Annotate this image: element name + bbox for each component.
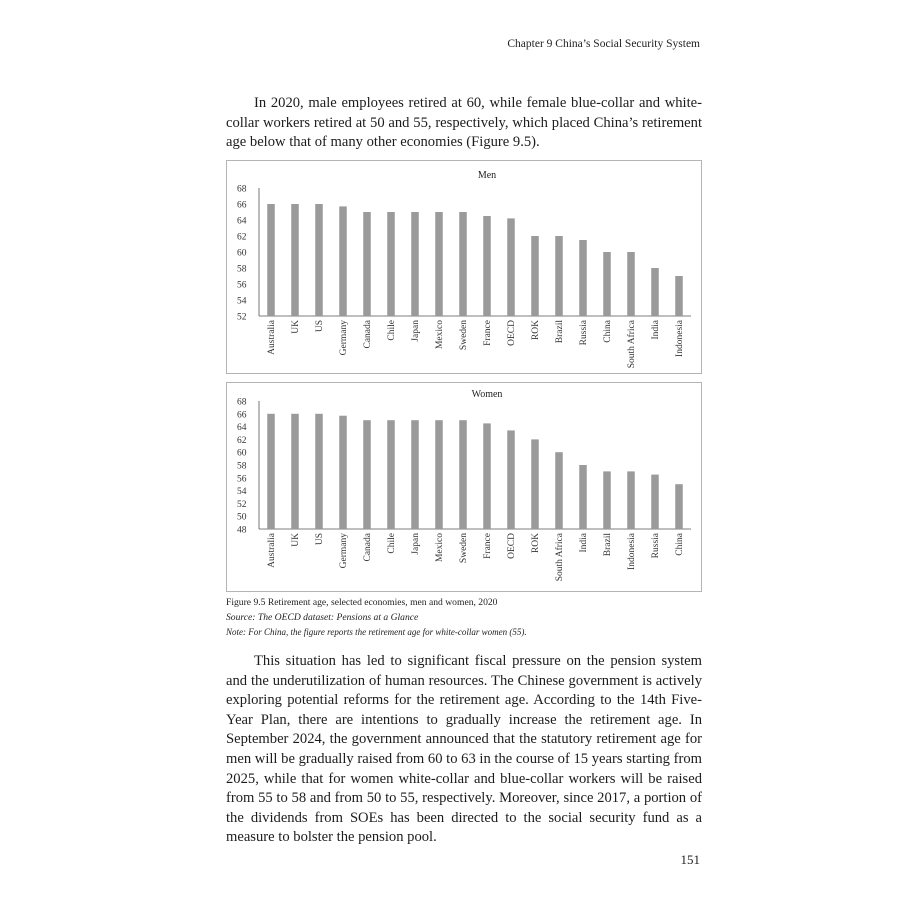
y-tick-label: 66 xyxy=(237,410,247,421)
bar-australia xyxy=(267,414,275,529)
bar-china xyxy=(603,252,611,316)
bar-sweden xyxy=(459,420,467,529)
category-label: Germany xyxy=(339,320,349,356)
category-label: Chile xyxy=(387,320,397,341)
y-tick-label: 58 xyxy=(237,264,247,275)
bar-oecd xyxy=(507,430,515,529)
category-label: Indonesia xyxy=(627,533,637,570)
bar-rok xyxy=(531,439,539,529)
category-label: China xyxy=(675,533,685,556)
bar-rok xyxy=(531,236,539,316)
category-label: Canada xyxy=(363,320,373,349)
y-tick-label: 62 xyxy=(237,435,247,446)
running-head: Chapter 9 China’s Social Security System xyxy=(507,38,700,50)
y-tick-label: 52 xyxy=(237,499,247,510)
y-tick-label: 60 xyxy=(237,248,247,259)
bar-canada xyxy=(363,212,371,316)
chart-men xyxy=(227,161,701,373)
category-label: ROK xyxy=(531,320,541,341)
bar-france xyxy=(483,216,491,316)
y-tick-label: 50 xyxy=(237,512,247,523)
category-label: France xyxy=(483,320,493,346)
y-tick-label: 60 xyxy=(237,448,247,459)
category-label: Australia xyxy=(267,533,277,568)
bar-chile xyxy=(387,420,395,529)
category-label: US xyxy=(315,320,325,333)
category-label: India xyxy=(579,533,589,553)
bar-brazil xyxy=(603,471,611,529)
body-paragraph-1: In 2020, male employees retired at 60, while female blue-collar and white-collar workers retired at 50 and 55, respectively, which placed China’s retirement age below that of many other economies (Figure 9.5). xyxy=(226,95,702,151)
category-label: South Africa xyxy=(555,533,565,582)
bar-india xyxy=(651,268,659,316)
figure-caption: Figure 9.5 Retirement age, selected economies, men and women, 2020 xyxy=(226,597,498,608)
category-label: Mexico xyxy=(435,320,445,350)
bar-japan xyxy=(411,212,419,316)
figure-source: Source: The OECD dataset: Pensions at a Glance xyxy=(226,612,419,623)
category-label: Sweden xyxy=(459,320,469,351)
category-label: OECD xyxy=(507,533,517,559)
y-tick-label: 64 xyxy=(237,216,247,227)
bar-japan xyxy=(411,420,419,529)
bar-canada xyxy=(363,420,371,529)
bar-uk xyxy=(291,204,299,316)
y-tick-label: 56 xyxy=(237,280,247,291)
bar-chile xyxy=(387,212,395,316)
category-label: France xyxy=(483,533,493,559)
y-tick-label: 54 xyxy=(237,296,247,307)
figure-note: Note: For China, the figure reports the retirement age for white-collar women (55). xyxy=(226,627,527,637)
bar-germany xyxy=(339,206,347,316)
page-number: 151 xyxy=(680,852,700,867)
bar-russia xyxy=(651,475,659,529)
category-label: China xyxy=(603,320,613,343)
category-label: Germany xyxy=(339,533,349,569)
chart-women xyxy=(227,383,701,591)
category-label: Sweden xyxy=(459,533,469,564)
bar-oecd xyxy=(507,218,515,316)
category-label: Canada xyxy=(363,533,373,562)
category-label: Japan xyxy=(411,533,421,555)
y-tick-label: 54 xyxy=(237,487,247,498)
y-tick-label: 68 xyxy=(237,397,247,408)
chart-women-panel xyxy=(226,382,702,592)
bar-sweden xyxy=(459,212,467,316)
category-label: Brazil xyxy=(555,320,565,344)
y-tick-label: 66 xyxy=(237,200,247,211)
y-tick-label: 56 xyxy=(237,474,247,485)
chart-title: Men xyxy=(477,170,497,181)
bar-china xyxy=(675,484,683,529)
category-label: Brazil xyxy=(603,533,613,557)
category-label: Japan xyxy=(411,320,421,342)
category-label: UK xyxy=(291,533,301,547)
category-label: Australia xyxy=(267,320,277,355)
bar-indonesia xyxy=(627,471,635,529)
body-paragraph-2: This situation has led to significant fiscal pressure on the pension system and the underutilization of human resources. The Chinese government is actively exploring potential reforms for the retirement age. According to the 14th Five-Year Plan, there are intentions to gradually increase the retirement age. In September 2024, the government announced that the statutory retirement age for men will be gradually raised from 60 to 63 in the course of 15 years starting from 2025, while that for women white-collar and blue-collar workers will be raised from 55 to 58 and from 50 to 55, respectively. Moreover, since 2017, a portion of the dividends from SOEs has been directed to the social security fund as a measure to bolster the pension pool. xyxy=(226,653,702,846)
category-label: Mexico xyxy=(435,533,445,563)
category-label: UK xyxy=(291,320,301,334)
bar-india xyxy=(579,465,587,529)
category-label: India xyxy=(651,320,661,340)
y-tick-label: 64 xyxy=(237,423,247,434)
category-label: Russia xyxy=(651,533,661,559)
bar-germany xyxy=(339,416,347,529)
bar-us xyxy=(315,204,323,316)
category-label: Chile xyxy=(387,533,397,554)
bar-australia xyxy=(267,204,275,316)
y-tick-label: 48 xyxy=(237,525,247,536)
bar-south-africa xyxy=(555,452,563,529)
category-label: ROK xyxy=(531,533,541,554)
bar-france xyxy=(483,423,491,529)
bar-mexico xyxy=(435,212,443,316)
category-label: Indonesia xyxy=(675,320,685,357)
y-tick-label: 62 xyxy=(237,232,247,243)
category-label: OECD xyxy=(507,320,517,346)
category-label: South Africa xyxy=(627,320,637,369)
bar-us xyxy=(315,414,323,529)
chart-title: Women xyxy=(471,389,503,400)
y-tick-label: 68 xyxy=(237,184,247,195)
bar-indonesia xyxy=(675,276,683,316)
bar-russia xyxy=(579,240,587,316)
y-tick-label: 52 xyxy=(237,312,247,323)
bar-uk xyxy=(291,414,299,529)
bar-south-africa xyxy=(627,252,635,316)
chart-men-panel xyxy=(226,160,702,374)
bar-mexico xyxy=(435,420,443,529)
bar-brazil xyxy=(555,236,563,316)
y-tick-label: 58 xyxy=(237,461,247,472)
category-label: US xyxy=(315,533,325,546)
category-label: Russia xyxy=(579,320,589,346)
